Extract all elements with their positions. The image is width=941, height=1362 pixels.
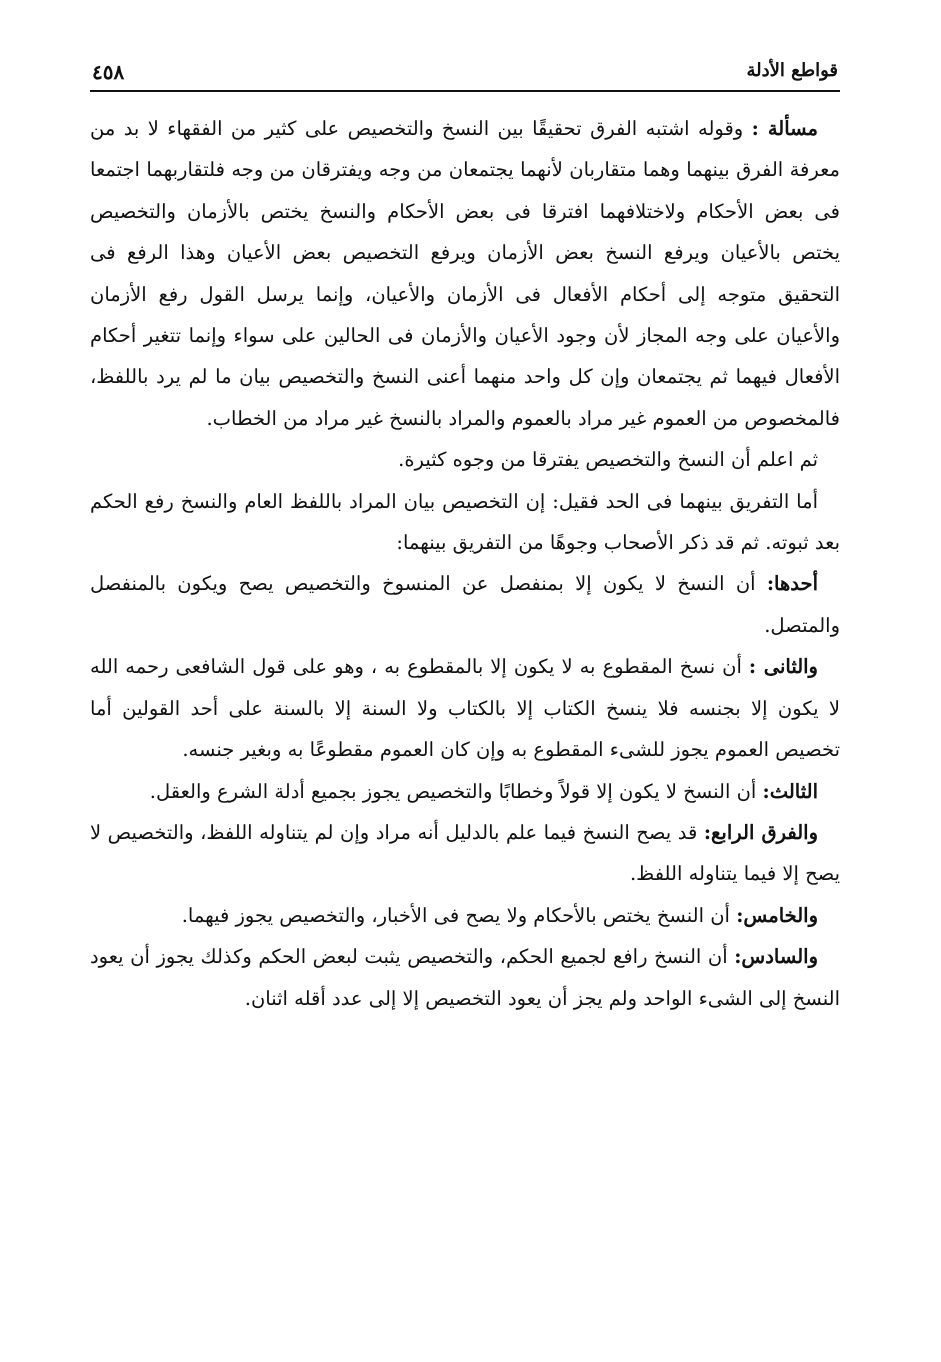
paragraph-text: أن النسخ لا يكون إلا قولاً وخطابًا والتخصيص يجوز بجميع أدلة الشرع والعقل.: [149, 779, 763, 803]
paragraph-text: أن النسخ يختص بالأحكام ولا يصح فى الأخبار، والتخصيص يجوز فيهما.: [181, 903, 737, 927]
paragraph-text: وقوله اشتبه الفرق تحقيقًا بين النسخ والتخصيص على كثير من الفقهاء لا بد من معرفة الفرق بينهما وهما متقاربان لأنهما يجتمعان من وجه ويفترقان من وجه فلتقاربهما اجتمعا فى بعض الأحكام ولاختلافهما افترقا فى بعض الأحكام والنسخ يختص بالأزمان والتخصيص يختص بالأعيان ويرفع النسخ بعض الأزمان ويرفع التخصيص بعض الأعيان وهذا الرفع فى التحقيق متوجه إلى أحكام الأفعال فى الأزمان والأعيان، وإنما يرسل القول رفع الأزمان والأعيان على وجه المجاز لأن وجود الأعيان والأزمان فى الحالين على سواء وإنما تتغير أحكام الأفعال فيهما ثم يجتمعان وإن كل واحد منهما أعنى النسخ والتخصيص بيان ما لم يرد باللفظ، فالمخصوص من العموم غير مراد بالعموم والمراد بالنسخ غير مراد من الخطاب.: [90, 117, 840, 430]
paragraph-lead: مسألة :: [751, 117, 819, 140]
paragraph: [90, 812, 840, 895]
paragraph-lead: والفرق الرابع:: [703, 820, 819, 844]
paragraph-text: قد يصح النسخ فيما علم بالدليل أنه مراد وإن لم يتناوله اللفظ، والتخصيص لا يصح إلا فيما يتناوله اللفظ.: [90, 820, 840, 886]
paragraph-text: أن نسخ المقطوع به لا يكون إلا بالمقطوع به ، وهو على قول الشافعى رحمه الله لا يكون إلا بجنسه فلا ينسخ الكتاب إلا بالكتاب ولا السنة إلا بالسنة على أحد القولين أما تخصيص العموم يجوز للشىء المقطوع به وإن كان العموم مقطوعًا به وبغير جنسه.: [90, 655, 840, 762]
paragraph: [90, 439, 840, 480]
paragraph: [90, 646, 840, 770]
paragraph: [90, 481, 840, 564]
paragraph-lead: الثالث:: [762, 779, 818, 803]
paragraph-lead: أحدها:: [766, 572, 818, 596]
page-number: ٤٥٨: [92, 60, 125, 84]
paragraph-lead: والثانى :: [748, 655, 818, 679]
running-title: قواطع الأدلة: [746, 60, 838, 81]
paragraph-text: أن النسخ لا يكون إلا بمنفصل عن المنسوخ والتخصيص يصح ويكون بالمنفصل والمتصل.: [90, 572, 840, 637]
paragraph: [90, 895, 840, 936]
paragraph-text: ثم اعلم أن النسخ والتخصيص يفترقا من وجوه كثيرة.: [398, 448, 818, 472]
paragraph-lead: والخامس:: [736, 903, 818, 927]
book-page: [90, 52, 840, 1342]
page-body: [90, 108, 840, 1019]
paragraph-text: أن النسخ رافع لجميع الحكم، والتخصيص يثبت لبعض الحكم وكذلك يجوز أن يعود النسخ إلى الشىء الواحد ولم يجز أن يعود التخصيص إلا إلى عدد أقله اثنان.: [90, 945, 840, 1010]
paragraph-text: أما التفريق بينهما فى الحد فقيل: إن التخصيص بيان المراد باللفظ العام والنسخ رفع الحكم بعد ثبوته. ثم قد ذكر الأصحاب وجوهًا من التفريق بينهما:: [90, 489, 840, 555]
paragraph-lead: والسادس:: [734, 945, 818, 969]
paragraph: [90, 108, 840, 439]
paragraph: [90, 771, 840, 812]
paragraph: [90, 563, 840, 646]
paragraph: [90, 936, 840, 1019]
page-header: [90, 52, 840, 92]
